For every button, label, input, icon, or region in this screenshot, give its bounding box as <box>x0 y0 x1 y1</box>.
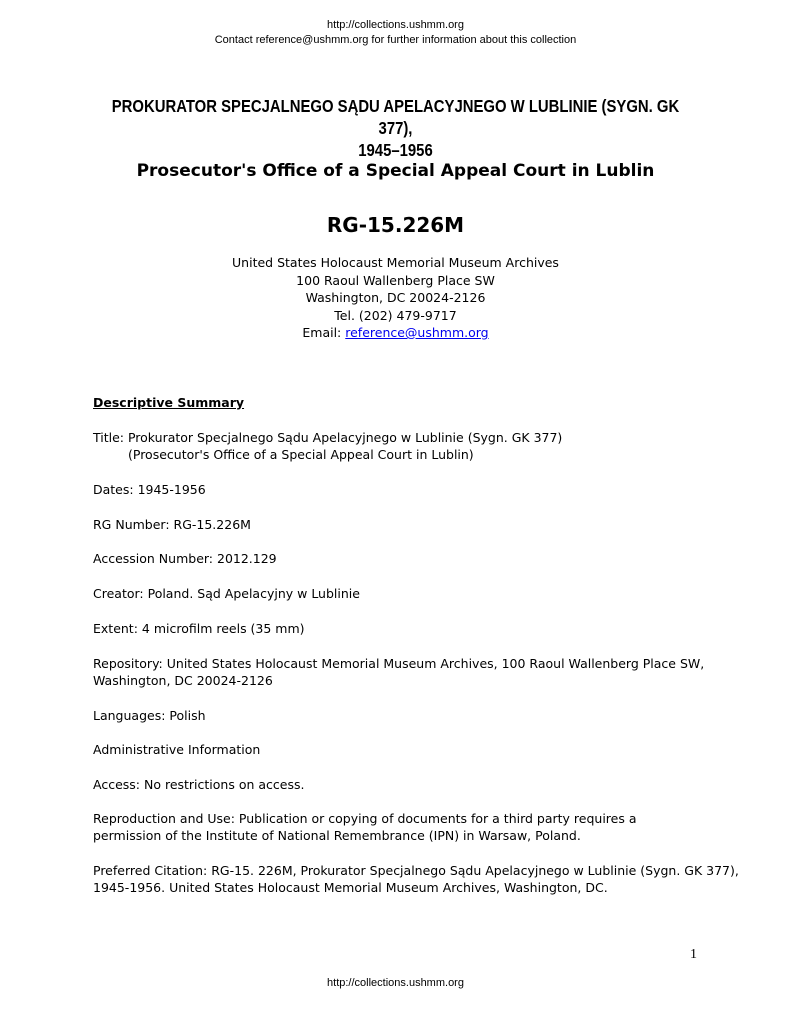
footer-url[interactable]: http://collections.ushmm.org <box>327 977 464 989</box>
page-number: 1 <box>690 947 697 962</box>
summary-title-line2: (Prosecutor's Office of a Special Appeal Court in Lublin) <box>128 447 474 462</box>
summary-repro-line1: Reproduction and Use: Publication or copying of documents for a third party requires a <box>93 811 637 826</box>
summary-access: Access: No restrictions on access. <box>93 777 305 792</box>
title-polish <box>93 95 697 161</box>
summary-rg-number: RG Number: RG-15.226M <box>93 517 251 532</box>
summary-creator: Creator: Poland. Sąd Apelacyjny w Lublinie <box>93 586 360 601</box>
summary-accession: Accession Number: 2012.129 <box>93 551 277 566</box>
summary-repository-line1: Repository: United States Holocaust Memorial Museum Archives, 100 Raoul Wallenberg Place SW, <box>93 656 705 671</box>
summary-citation-line1: Preferred Citation: RG-15. 226M, Prokurator Specjalnego Sądu Apelacyjnego w Lublinie (Sygn. GK 377), <box>93 863 739 878</box>
summary-citation-line2: 1945-1956. United States Holocaust Memorial Museum Archives, Washington, DC. <box>93 880 608 895</box>
summary-repro-line2: permission of the Institute of National Remembrance (IPN) in Warsaw, Poland. <box>93 828 581 843</box>
address-street: 100 Raoul Wallenberg Place SW <box>296 272 495 288</box>
email-link[interactable]: reference@ushmm.org <box>345 325 489 340</box>
title-english: Prosecutor's Office of a Special Appeal Court in Lublin <box>136 161 655 181</box>
summary-title-line1: Title: Prokurator Specjalnego Sądu Apelacyjnego w Lublinie (Sygn. GK 377) <box>93 430 563 445</box>
title-polish-line1: PROKURATOR SPECJALNEGO SĄDU APELACYJNEGO W LUBLINIE (SYGN. GK 377), <box>111 96 680 138</box>
email-label: Email: <box>302 325 346 340</box>
address-email <box>0 324 791 342</box>
address-block <box>0 254 791 342</box>
summary-extent: Extent: 4 microfilm reels (35 mm) <box>93 621 305 636</box>
address-city: Washington, DC 20024-2126 <box>305 290 486 305</box>
admin-info-heading: Administrative Information <box>93 742 261 757</box>
header-contact: Contact reference@ushmm.org for further information about this collection <box>214 34 577 46</box>
rg-number-heading: RG-15.226M <box>326 213 465 237</box>
summary-languages: Languages: Polish <box>93 708 206 723</box>
descriptive-summary-heading: Descriptive Summary <box>93 395 245 410</box>
title-polish-line2: 1945–1956 <box>358 140 433 160</box>
address-org: United States Holocaust Memorial Museum Archives <box>232 255 559 270</box>
address-tel: Tel. (202) 479-9717 <box>334 307 457 323</box>
summary-dates: Dates: 1945-1956 <box>93 482 206 497</box>
summary-repository-line2: Washington, DC 20024-2126 <box>93 673 273 688</box>
header-url[interactable]: http://collections.ushmm.org <box>327 19 464 31</box>
